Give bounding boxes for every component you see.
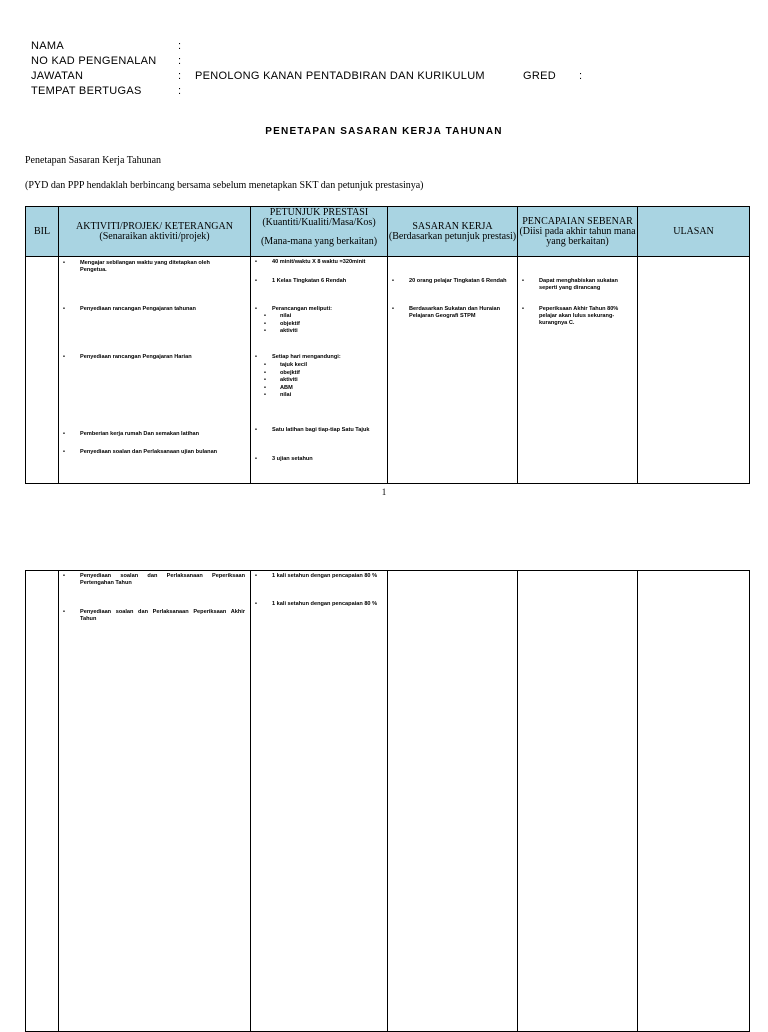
list-item: • Penyediaan rancangan Pengajaran tahunan xyxy=(63,306,196,312)
list-item: • Penyediaan soalan dan Perlaksanaan Peperiksaan Pertengahan Tahun xyxy=(63,573,245,586)
header-ulasan: ULASAN xyxy=(638,207,750,257)
skt-table-page2 xyxy=(25,570,750,1032)
sub-list-item: • tajuk kecil xyxy=(264,362,308,368)
header-aktiviti xyxy=(59,207,251,257)
list-item: • 1 Kelas Tingkatan 6 Rendah xyxy=(255,278,347,284)
sub-list-item: • nilai xyxy=(264,392,292,398)
sub-list-item: • nilai xyxy=(264,313,292,319)
list-item: • 40 minit/waktu X 8 waktu =320minit xyxy=(255,259,366,265)
header-aktiviti-title: AKTIVITI/PROJEK/ KETERANGAN xyxy=(76,220,233,232)
list-item: • Penyediaan soalan dan Perlaksanaan Peperiksaan Akhir Tahun xyxy=(63,609,245,622)
header-bil: BIL xyxy=(26,207,59,257)
cell-sasaran xyxy=(388,257,518,484)
header-pencapaian-title: PENCAPAIAN SEBENAR xyxy=(522,215,633,227)
list-item: • 20 orang pelajar Tingkatan 6 Rendah xyxy=(392,278,507,284)
list-item: • 1 kali setahun dengan pencapaian 80 % xyxy=(255,601,378,607)
header-pencapaian-sub: (Diisi pada akhir tahun mana yang berkaitan) xyxy=(519,225,636,247)
header-petunjuk-sub: (Kuantiti/Kualiti/Masa/Kos) xyxy=(262,217,376,228)
cell-pencapaian xyxy=(518,571,638,1032)
label-jawatan: JAWATAN xyxy=(31,70,84,82)
cell-petunjuk xyxy=(251,257,388,484)
header-petunjuk xyxy=(251,207,388,257)
cell-pencapaian xyxy=(518,257,638,484)
cell-bil xyxy=(26,571,59,1032)
cell-ulasan xyxy=(638,257,750,484)
label-no-kad: NO KAD PENGENALAN xyxy=(31,55,157,67)
colon: : xyxy=(178,40,182,52)
colon: : xyxy=(178,85,182,97)
list-item: • Berdasarkan Sukatan dan Huraian Pelajaran Geografi STPM xyxy=(392,306,501,319)
page-title: PENETAPAN SASARAN KERJA TAHUNAN xyxy=(265,126,503,137)
list-item: • Dapat menghabiskan sukatan seperti yang dirancang xyxy=(522,278,618,291)
colon: : xyxy=(178,70,182,82)
cell-aktiviti xyxy=(59,571,251,1032)
header-aktiviti-sub: (Senaraikan aktiviti/projek) xyxy=(99,230,210,242)
table-header-row xyxy=(26,207,750,257)
intro-text: Penetapan Sasaran Kerja Tahunan xyxy=(25,155,162,166)
list-item: • Setiap hari mengandungi: xyxy=(255,354,341,360)
intro-note: (PYD dan PPP hendaklah berbincang bersama sebelum menetapkan SKT dan petunjuk prestasinya) xyxy=(25,180,424,191)
sub-list-item: • objektif xyxy=(264,320,300,327)
header-petunjuk-title: PETUNJUK PRESTASI xyxy=(269,207,369,218)
label-nama: NAMA xyxy=(31,40,64,52)
header-pencapaian xyxy=(518,207,638,257)
header-sasaran-sub: (Berdasarkan petunjuk prestasi) xyxy=(388,230,517,242)
value-jawatan: PENOLONG KANAN PENTADBIRAN DAN KURIKULUM xyxy=(195,70,485,82)
cell-petunjuk xyxy=(251,571,388,1032)
cell-aktiviti xyxy=(59,257,251,484)
header-petunjuk-sub2: (Mana-mana yang berkaitan) xyxy=(260,236,378,247)
list-item: • 1 kali setahun dengan pencapaian 80 % xyxy=(255,573,378,579)
skt-table-page1 xyxy=(25,206,750,484)
sub-list xyxy=(264,362,307,400)
sub-list-item: • aktiviti xyxy=(264,377,298,383)
table-row xyxy=(26,257,750,484)
list-item: • Penyediaan rancangan Pengajaran Harian xyxy=(63,354,192,360)
list-item: • Peperiksaan Akhir Tahun 80% pelajar akan lulus sekurang-kurangnya C. xyxy=(522,306,619,326)
label-tempat: TEMPAT BERTUGAS xyxy=(31,85,142,97)
header-sasaran xyxy=(388,207,518,257)
list-item: • Perancangan meliputi: xyxy=(255,306,332,312)
list-item: • Mengajar sebilangan waktu yang ditetapkan oleh Pengetua. xyxy=(63,260,210,273)
list-item: • Satu latihan bagi tiap-tiap Satu Tajuk xyxy=(255,427,370,433)
sub-list xyxy=(264,313,300,336)
table-row xyxy=(26,571,750,1032)
label-gred: GRED xyxy=(523,70,556,82)
cell-ulasan xyxy=(638,571,750,1032)
sub-list-item: • aktiviti xyxy=(264,328,298,334)
sub-list-item: • obejktif xyxy=(264,369,300,376)
list-item: • Pemberian kerja rumah Dan semakan latihan xyxy=(63,431,200,437)
list-item: • Penyediaan soalan dan Perlaksanaan ujian bulanan xyxy=(63,449,218,455)
page-number: 1 xyxy=(381,487,387,497)
cell-sasaran xyxy=(388,571,518,1032)
header-sasaran-title: SASARAN KERJA xyxy=(412,220,493,232)
cell-bil xyxy=(26,257,59,484)
colon: : xyxy=(178,55,182,67)
list-item: • 3 ujian setahun xyxy=(255,456,313,462)
sub-list-item: • ABM xyxy=(264,384,293,391)
colon: : xyxy=(579,70,583,82)
